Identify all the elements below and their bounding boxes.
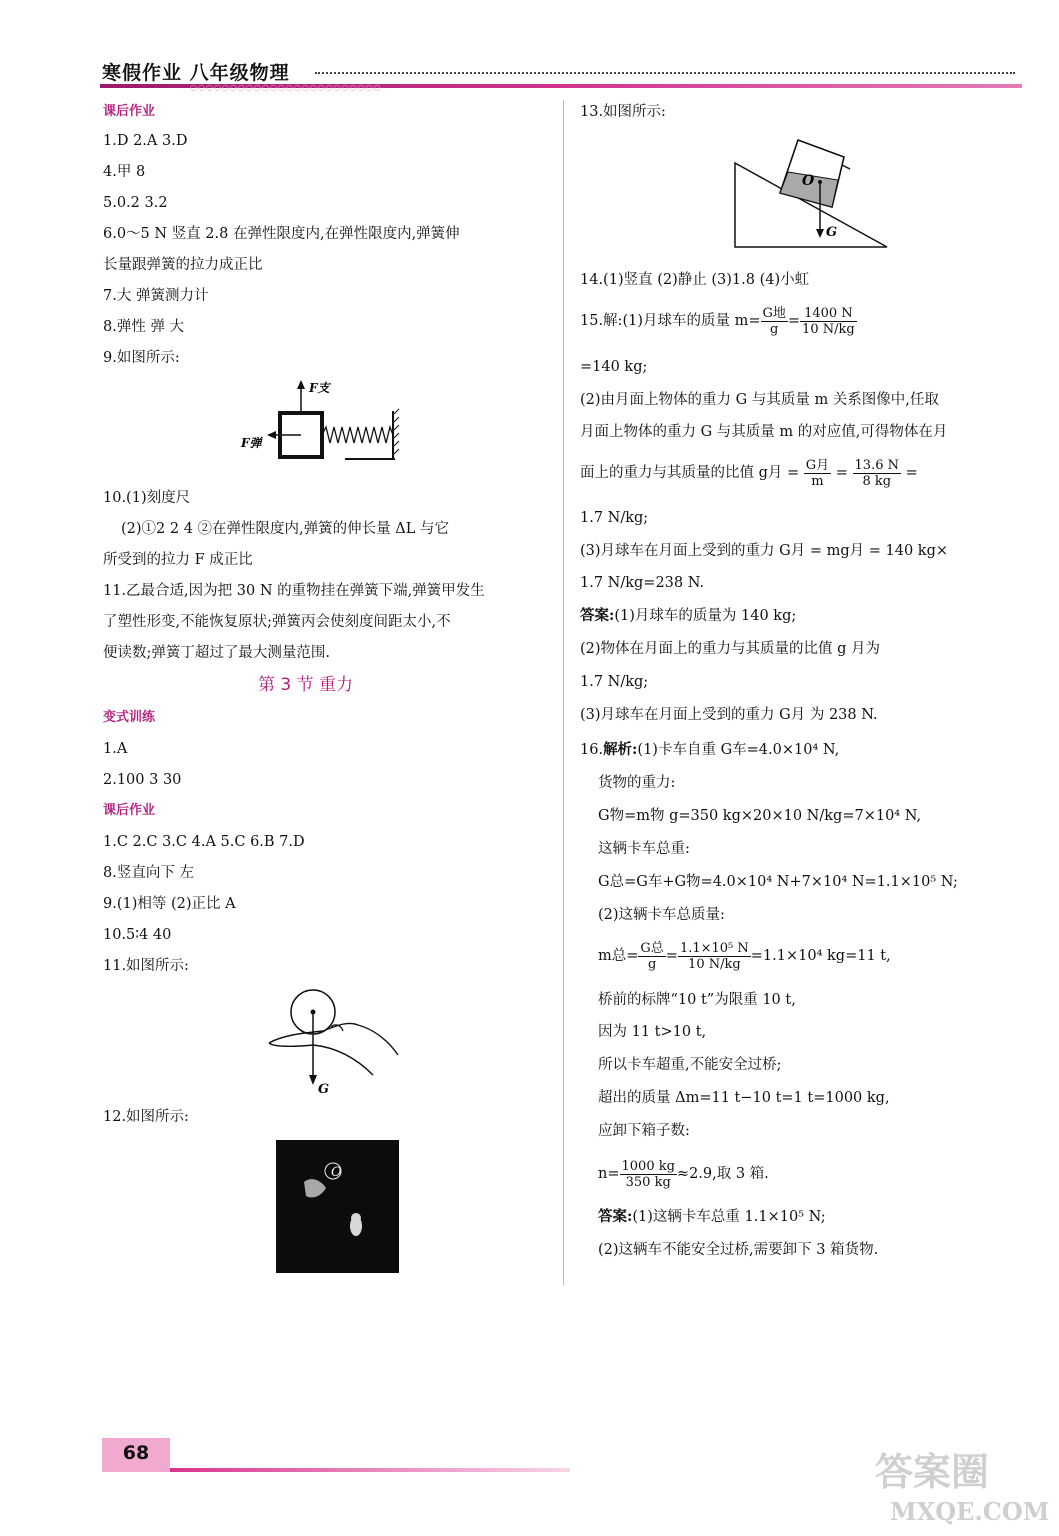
page-number-box: [102, 1438, 170, 1472]
answer-line: 8.弹性 弹 大: [103, 319, 185, 335]
answer-line: 所受到的拉力 F 成正比: [103, 552, 253, 568]
answer-line: 2.100 3 30: [103, 772, 182, 788]
answer-line: 这辆卡车总重:: [598, 841, 690, 857]
text: 16.: [580, 742, 604, 758]
answer-line: =140 kg;: [580, 359, 648, 375]
header-dotted-line: [315, 72, 1015, 74]
fraction: [853, 458, 901, 489]
page-header: [100, 52, 1022, 92]
answer-line: 7.大 弹簧测力计: [103, 288, 209, 304]
numerator: G地: [762, 305, 786, 321]
answer-line: 10.(1)刻度尺: [103, 490, 191, 506]
analysis-label: 解析:: [603, 741, 638, 758]
header-ring-decoration: ○○○○○○○○○○○○○○○○○○○○○○○○: [190, 83, 382, 92]
page-number: 68: [122, 1442, 150, 1464]
figure-11-ball-on-hand: [263, 985, 413, 1100]
denominator: 10 N/kg: [688, 956, 741, 972]
answer-line: 12.如图所示:: [103, 1109, 189, 1125]
figure-12-dark-photo: [276, 1140, 399, 1273]
answer-line: 桥前的标牌“10 t”为限重 10 t,: [598, 992, 796, 1008]
answer-line: 5.0.2 3.2: [103, 195, 168, 211]
answer-line-formula: [598, 1156, 769, 1192]
answer-line: 11.如图所示:: [103, 958, 189, 974]
answer-line: 月面上物体的重力 G 与其质量 m 的对应值,可得物体在月: [580, 424, 948, 440]
answer-line: [580, 606, 796, 626]
section-label-homework: 课后作业: [103, 803, 156, 818]
answer-line: 10.5∶4 40: [103, 927, 172, 943]
text: (1)这辆卡车总重 1.1×10⁵ N;: [632, 1209, 826, 1225]
watermark-url: MXQE.COM: [890, 1497, 1050, 1526]
answer-line: 4.甲 8: [103, 164, 146, 180]
numerator: G月: [805, 457, 830, 473]
answer-line: 1.A: [103, 741, 128, 757]
figure-9-spring-block: [233, 375, 413, 470]
answer-line: (3)月球车在月面上受到的重力 G月 为 238 N.: [580, 707, 878, 723]
denominator: 10 N/kg: [802, 321, 855, 337]
fraction: [638, 941, 665, 972]
answer-line: G物=m物 g=350 kg×20×10 N/kg=7×10⁴ N,: [598, 808, 922, 824]
text: =1.1×10⁴ kg=11 t,: [750, 948, 891, 964]
text: 面上的重力与其质量的比值 g月 =: [580, 465, 800, 481]
point-label-o: O: [802, 173, 815, 189]
answer-line: G总=G车+G物=4.0×10⁴ N+7×10⁴ N=1.1×10⁵ N;: [598, 874, 958, 890]
numerator: 13.6 N: [854, 457, 899, 473]
watermark-text: 答案圈: [875, 1449, 990, 1494]
figure-13-cup-on-incline: [730, 135, 895, 250]
fraction: [678, 941, 751, 972]
answer-line: [598, 1207, 826, 1227]
numerator: 1000 kg: [621, 1158, 675, 1174]
answer-line: (2)由月面上物体的重力 G 与其质量 m 关系图像中,任取: [580, 392, 939, 408]
denominator: 8 kg: [862, 473, 892, 489]
answer-line: (2)物体在月面上的重力与其质量的比值 g 月为: [580, 641, 881, 657]
answer-label: 答案:: [580, 607, 615, 624]
answer-line: 13.如图所示:: [580, 104, 666, 120]
gravity-label: G: [826, 225, 838, 240]
answer-line: 9.(1)相等 (2)正比 A: [103, 896, 236, 912]
numerator: 1.1×10⁵ N: [679, 940, 749, 956]
text: m总=: [598, 948, 639, 964]
fraction: [620, 1159, 677, 1190]
section-label-practice: 变式训练: [103, 710, 156, 725]
section-title-gravity: 第 3 节 重力: [258, 675, 354, 695]
answer-line: 1.C 2.C 3.C 4.A 5.C 6.B 7.D: [103, 834, 305, 850]
answer-line: 1.D 2.A 3.D: [103, 133, 188, 149]
numerator: 1400 N: [800, 306, 857, 322]
answer-line: 所以卡车超重,不能安全过桥;: [598, 1057, 782, 1073]
numerator: G总: [640, 940, 664, 956]
header-title: 寒假作业 八年级物理: [102, 62, 290, 84]
text: ≈2.9,取 3 箱.: [676, 1166, 769, 1182]
fraction: [761, 306, 788, 337]
answer-line: 11.乙最合适,因为把 30 N 的重物挂在弹簧下端,弹簧甲发生: [103, 583, 485, 599]
answer-line: 便读数;弹簧丁超过了最大测量范围.: [103, 645, 330, 661]
answer-line: (3)月球车在月面上受到的重力 G月 = mg月 = 140 kg×: [580, 543, 948, 559]
answer-line: 8.竖直向下 左: [103, 865, 194, 881]
answer-line: 9.如图所示:: [103, 350, 180, 366]
answer-label: 答案:: [598, 1208, 633, 1225]
answer-line-formula: 面上的重力与其质量的比值 g月 = $\frac{\text{G月}}{m}$ = $\frac{13.6 N}{8 kg}$ =: [580, 457, 918, 489]
denominator: 350 kg: [625, 1174, 671, 1190]
answer-line: [580, 740, 839, 760]
watermark-logo: [870, 1440, 1050, 1530]
answer-line: 14.(1)竖直 (2)静止 (3)1.8 (4)小虹: [580, 272, 810, 288]
answer-line: 了塑性形变,不能恢复原状;弹簧丙会使刻度间距太小,不: [103, 614, 451, 630]
point-label-o: O: [331, 1165, 342, 1180]
answer-line: (2)①2 2 4 ②在弹性限度内,弹簧的伸长量 ΔL 与它: [121, 521, 449, 537]
answer-line: (2)这辆车不能安全过桥,需要卸下 3 箱货物.: [598, 1242, 879, 1258]
answer-line: 1.7 N/kg=238 N.: [580, 575, 705, 591]
answer-line-formula: m总= $\frac{\text{G总}}{g}$ = $\frac{\text{1.1×10⁵ N}}{10 N/kg}$ =1.1×10⁴ kg=11 t,: [598, 940, 891, 972]
answer-line: 长量跟弹簧的拉力成正比: [103, 257, 263, 273]
answer-line: 因为 11 t>10 t,: [598, 1024, 707, 1040]
denominator: g: [647, 956, 657, 972]
text: (1)卡车自重 G车=4.0×10⁴ N,: [637, 742, 840, 758]
column-divider: [563, 100, 564, 1285]
answer-line: (2)这辆卡车总质量:: [598, 907, 725, 923]
denominator: g: [770, 321, 779, 337]
fraction: [800, 306, 857, 337]
answer-line: 应卸下箱子数:: [598, 1123, 690, 1139]
answer-line: 货物的重力:: [598, 775, 676, 791]
footer-bar: [170, 1468, 570, 1472]
answer-line-formula: 15.解:(1)月球车的质量 m= $\frac{\text{G地}}{g}$ = $\frac{1400 N}{10 N/kg}$: [580, 305, 855, 337]
answer-line: 6.0～5 N 竖直 2.8 在弹性限度内,在弹性限度内,弹簧伸: [103, 226, 460, 242]
answer-line: 1.7 N/kg;: [580, 510, 649, 526]
answer-line: 1.7 N/kg;: [580, 674, 649, 690]
text: (1)月球车的质量为 140 kg;: [614, 608, 797, 624]
denominator: m: [811, 473, 824, 489]
section-label-homework: 课后作业: [103, 104, 156, 119]
gravity-label: G: [318, 1082, 330, 1097]
answer-line: 超出的质量 Δm=11 t−10 t=1 t=1000 kg,: [598, 1090, 890, 1106]
fraction: [804, 458, 831, 489]
text: 15.解:(1)月球车的质量 m=: [580, 313, 761, 329]
force-label-elastic: F弹: [241, 436, 262, 450]
text: n=: [598, 1166, 620, 1182]
force-label-support: F支: [309, 381, 330, 395]
